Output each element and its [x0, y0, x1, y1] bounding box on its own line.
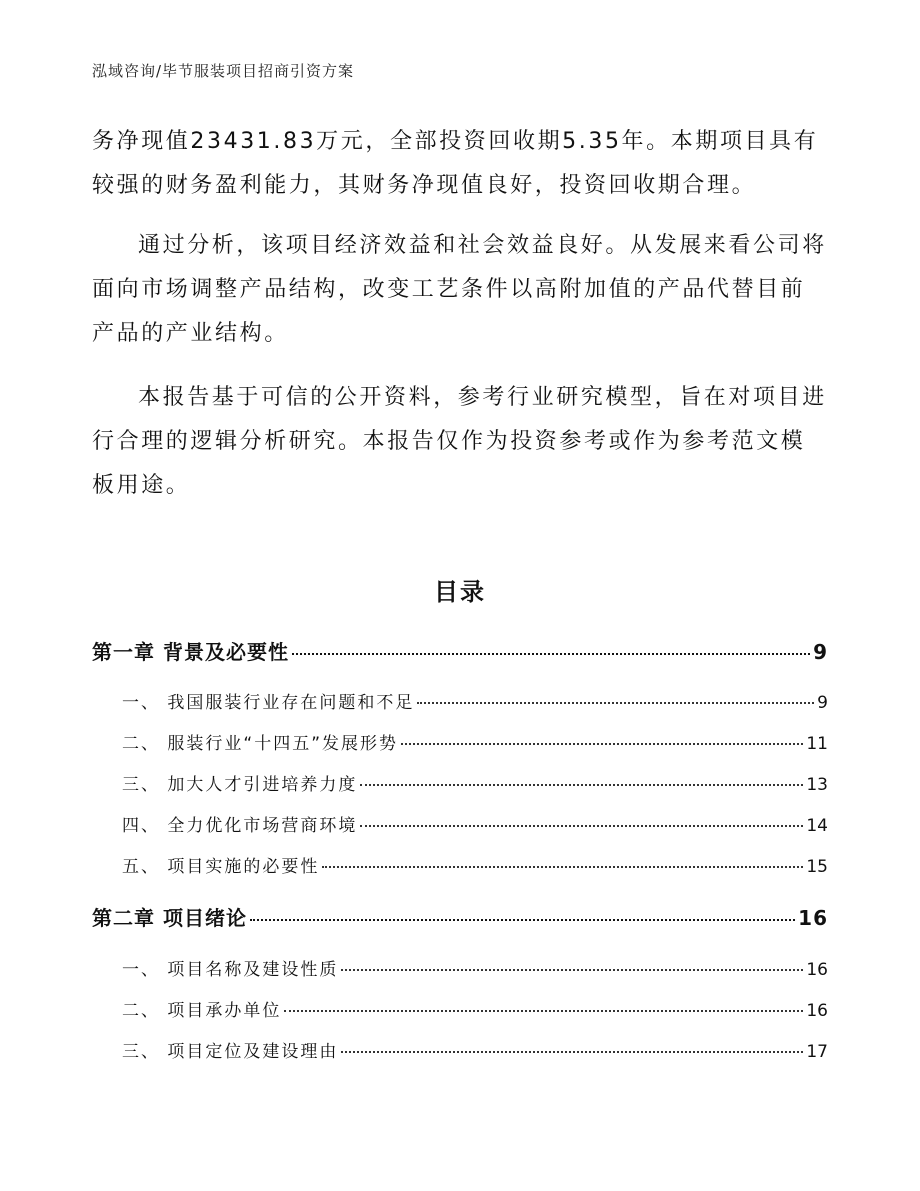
toc-leader-dots [284, 1010, 803, 1012]
toc-entry[interactable] [92, 852, 828, 877]
toc-entry[interactable] [92, 811, 828, 836]
body-paragraph-3: 本报告基于可信的公开资料，参考行业研究模型，旨在对项目进行合理的逻辑分析研究。本报告仅作为投资参考或作为参考范文模板用途。 [92, 385, 827, 498]
toc-entry-label: 一、 项目名称及建设性质 [122, 960, 339, 980]
toc-entry-label: 三、 加大人才引进培养力度 [122, 775, 358, 795]
toc-entry-label: 二、 服装行业“十四五”发展形势 [122, 734, 399, 754]
toc-page-number: 16 [806, 1001, 828, 1021]
toc-page-number: 13 [806, 775, 828, 795]
toc-page-number: 9 [817, 693, 828, 713]
toc-leader-dots [417, 702, 814, 704]
toc-leader-dots [292, 653, 810, 655]
body-paragraph-2: 通过分析，该项目经济效益和社会效益良好。从发展来看公司将面向市场调整产品结构，改变工艺条件以高附加值的产品代替目前产品的产业结构。 [92, 233, 827, 346]
toc-page-number: 9 [813, 640, 828, 664]
toc-page-number: 14 [806, 816, 828, 836]
toc-leader-dots [250, 919, 795, 921]
toc-page-number: 16 [806, 960, 828, 980]
toc-title: 目录 [434, 578, 486, 606]
toc-entry-label: 五、 项目实施的必要性 [122, 857, 320, 877]
toc-entry[interactable] [92, 770, 828, 795]
toc-chapter-2[interactable] [92, 902, 828, 931]
toc-entry[interactable] [92, 996, 828, 1021]
toc-entry[interactable] [92, 955, 828, 980]
toc-page-number: 15 [806, 857, 828, 877]
toc-entry[interactable] [92, 1037, 828, 1062]
toc-page-number: 16 [798, 906, 828, 930]
toc-leader-dots [341, 969, 803, 971]
toc-chapter-label: 第二章 项目绪论 [92, 906, 247, 930]
toc-chapter-1[interactable] [92, 636, 828, 665]
toc-entry-label: 一、 我国服装行业存在问题和不足 [122, 693, 415, 713]
toc-leader-dots [341, 1051, 803, 1053]
page-header: 泓域咨询/毕节服装项目招商引资方案 [92, 62, 355, 80]
toc-entry-label: 四、 全力优化市场营商环境 [122, 816, 358, 836]
toc-page-number: 17 [806, 1042, 828, 1062]
toc-page-number: 11 [806, 734, 828, 754]
toc-entry-label: 二、 项目承办单位 [122, 1001, 282, 1021]
toc-leader-dots [360, 784, 803, 786]
toc-leader-dots [401, 743, 803, 745]
toc-entry[interactable] [92, 688, 828, 713]
toc-leader-dots [322, 866, 803, 868]
toc-entry-label: 三、 项目定位及建设理由 [122, 1042, 339, 1062]
body-paragraph-1: 务净现值23431.83万元，全部投资回收期5.35年。本期项目具有较强的财务盈利能力，其财务净现值良好，投资回收期合理。 [92, 129, 819, 198]
toc-entry[interactable] [92, 729, 828, 754]
toc-chapter-label: 第一章 背景及必要性 [92, 640, 289, 664]
toc-leader-dots [360, 825, 803, 827]
